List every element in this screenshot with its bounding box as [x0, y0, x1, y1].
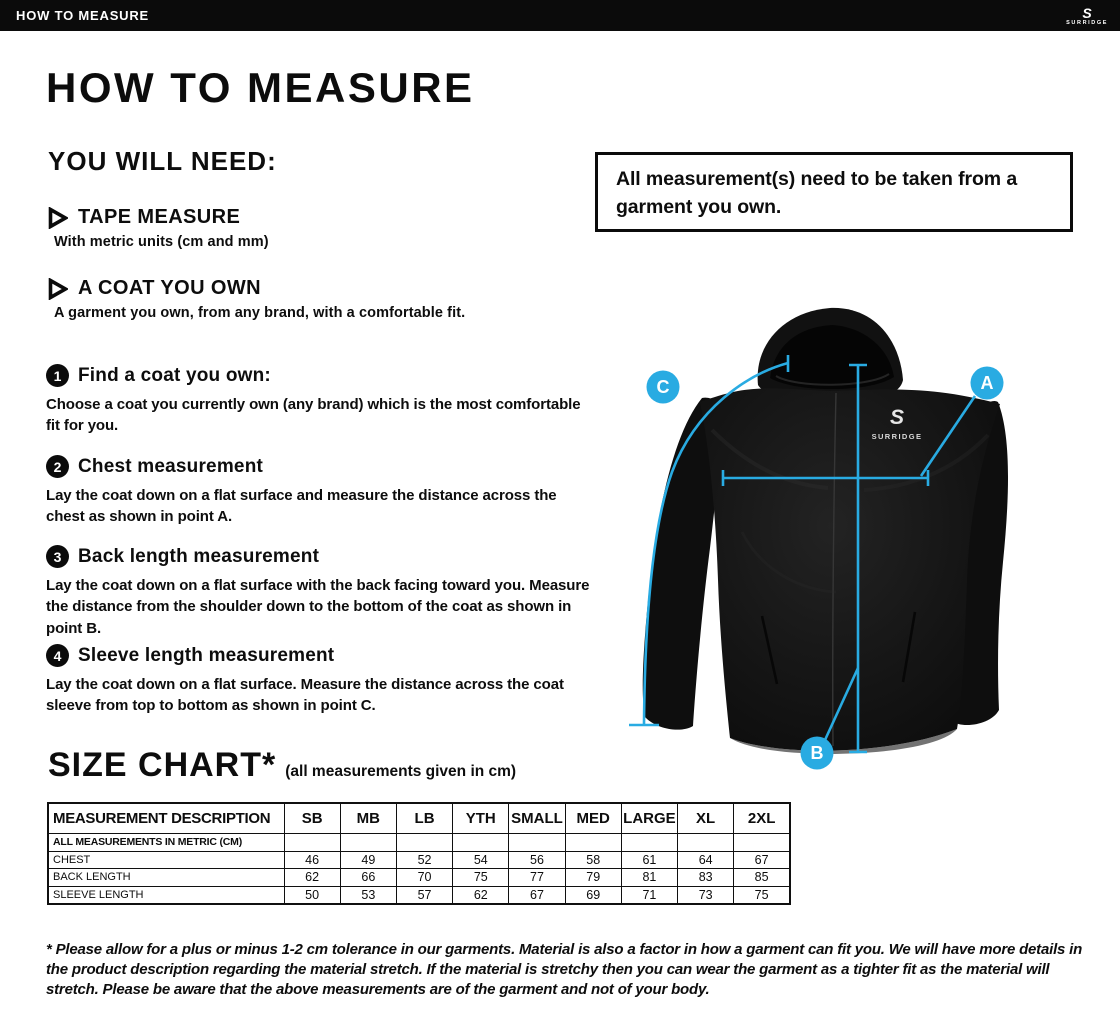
col-header: SB — [284, 803, 340, 833]
cell-value: 46 — [284, 851, 340, 869]
triangle-bullet-icon — [48, 207, 68, 229]
cell-value: 70 — [396, 869, 452, 887]
cell-value: 75 — [453, 869, 509, 887]
step-4 — [46, 644, 606, 717]
step-1 — [46, 364, 606, 437]
cell-value: 58 — [565, 851, 621, 869]
surridge-logo — [1066, 6, 1108, 27]
cell-value: 49 — [340, 851, 396, 869]
cell-value: 50 — [284, 886, 340, 904]
cell-value: 54 — [453, 851, 509, 869]
step-2 — [46, 455, 606, 528]
top-bar — [0, 0, 1120, 31]
col-header: LARGE — [621, 803, 677, 833]
note-cell: ALL MEASUREMENTS IN METRIC (CM) — [48, 833, 284, 851]
surridge-logo-text: SURRIDGE — [1066, 20, 1108, 26]
cell-value: 62 — [453, 886, 509, 904]
cell-value: 85 — [734, 869, 790, 887]
cell-value: 77 — [509, 869, 565, 887]
step-number-badge: 4 — [46, 644, 69, 667]
surridge-s-icon: S — [1082, 4, 1092, 21]
cell-value: 64 — [678, 851, 734, 869]
cell-value: 61 — [621, 851, 677, 869]
step-description: Lay the coat down on a flat surface. Measure the distance across the coat sleeve from top to bottom as shown in point C. — [46, 676, 564, 715]
need-item-description: A garment you own, from any brand, with a comfortable fit. — [54, 305, 466, 321]
size-chart-table — [47, 802, 791, 905]
cell-value: 67 — [734, 851, 790, 869]
cell-value: 81 — [621, 869, 677, 887]
col-header: MED — [565, 803, 621, 833]
row-label: BACK LENGTH — [48, 869, 284, 887]
size-chart-heading — [48, 746, 516, 785]
top-bar-title: HOW TO MEASURE — [16, 8, 150, 23]
col-header: MEASUREMENT DESCRIPTION — [48, 803, 284, 833]
step-description: Lay the coat down on a flat surface with the back facing toward you. Measure the distance from the shoulder down to the bottom of the coat as shown in point B. — [46, 577, 590, 637]
cell-value: 67 — [509, 886, 565, 904]
cell-value: 79 — [565, 869, 621, 887]
cell-value: 83 — [678, 869, 734, 887]
step-title: Find a coat you own: — [78, 364, 271, 386]
step-number-badge: 2 — [46, 455, 69, 478]
size-chart-title: SIZE CHART* — [48, 746, 277, 784]
marker-b-label: B — [810, 742, 824, 763]
cell-value: 57 — [396, 886, 452, 904]
step-3 — [46, 545, 606, 639]
marker-c-label: C — [656, 376, 670, 397]
jacket-image — [600, 280, 1120, 810]
table-row-back-length — [48, 869, 790, 887]
cell-value: 56 — [509, 851, 565, 869]
cell-value: 73 — [678, 886, 734, 904]
jacket-logo-s-icon: S — [889, 406, 905, 429]
step-title: Chest measurement — [78, 455, 264, 477]
cell-value: 53 — [340, 886, 396, 904]
need-item-tape-measure — [48, 206, 608, 250]
you-will-need-heading: YOU WILL NEED: — [48, 146, 277, 176]
need-item-coat — [48, 277, 608, 321]
cell-value: 66 — [340, 869, 396, 887]
jacket-measurement-diagram — [600, 280, 1120, 810]
step-description: Lay the coat down on a flat surface and measure the distance across the chest as shown in point A. — [46, 487, 557, 526]
cell-value: 75 — [734, 886, 790, 904]
step-number-badge: 1 — [46, 364, 69, 387]
col-header: 2XL — [734, 803, 790, 833]
table-row-chest — [48, 851, 790, 869]
col-header: MB — [340, 803, 396, 833]
cell-value: 52 — [396, 851, 452, 869]
step-description: Choose a coat you currently own (any brand) which is the most comfortable fit for you. — [46, 396, 581, 435]
measurement-callout-box — [595, 152, 1073, 232]
page-title: HOW TO MEASURE — [46, 64, 475, 111]
jacket-logo-text: SURRIDGE — [871, 432, 923, 441]
cell-value: 62 — [284, 869, 340, 887]
need-item-title: TAPE MEASURE — [78, 206, 241, 228]
tolerance-footnote: * Please allow for a plus or minus 1-2 cm tolerance in our garments. Material is also a factor in how a garment can fit you. We will have more details in the product description regarding the material stretch. If the material is stretchy then you can wear the garment as a tighter fit as the material will stretch. Please be aware that the above measurements are of the garment and not of your body. — [46, 941, 1083, 998]
table-note-row — [48, 833, 790, 851]
step-number-badge: 3 — [46, 545, 69, 568]
col-header: XL — [678, 803, 734, 833]
triangle-bullet-icon — [48, 278, 68, 300]
callout-text: All measurement(s) need to be taken from a garment you own. — [616, 168, 1018, 218]
need-item-title: A COAT YOU OWN — [78, 277, 262, 299]
col-header: LB — [396, 803, 452, 833]
col-header: SMALL — [509, 803, 565, 833]
need-item-description: With metric units (cm and mm) — [54, 234, 269, 250]
cell-value: 71 — [621, 886, 677, 904]
step-title: Sleeve length measurement — [78, 644, 335, 666]
marker-a-label: A — [980, 372, 994, 393]
col-header: YTH — [453, 803, 509, 833]
size-chart-subtitle: (all measurements given in cm) — [285, 763, 517, 780]
row-label: SLEEVE LENGTH — [48, 886, 284, 904]
cell-value: 69 — [565, 886, 621, 904]
row-label: CHEST — [48, 851, 284, 869]
table-header-row — [48, 803, 790, 833]
step-title: Back length measurement — [78, 545, 320, 567]
table-row-sleeve-length — [48, 886, 790, 904]
